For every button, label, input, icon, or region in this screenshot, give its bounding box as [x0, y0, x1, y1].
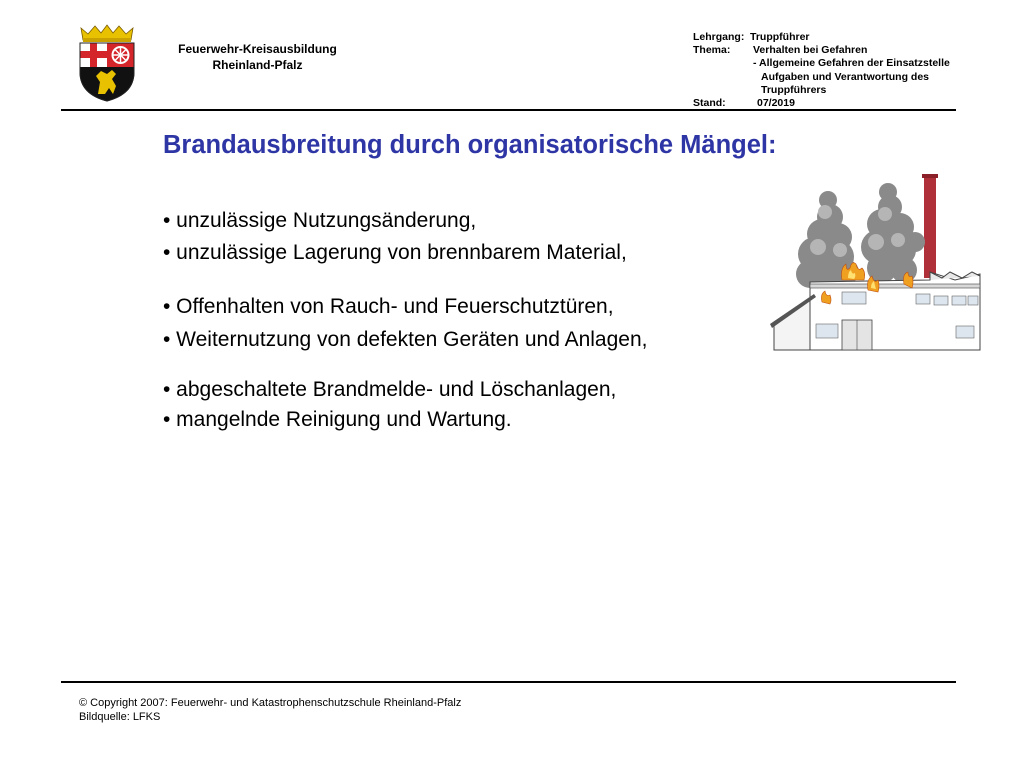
topic-line-3: Aufgaben und Verantwortung des: [761, 71, 930, 83]
topic-label: Thema:: [693, 44, 731, 56]
coat-of-arms-icon: [76, 24, 138, 102]
organization-region: Rheinland-Pfalz: [212, 58, 303, 72]
copyright-text: © Copyright 2007: Feuerwehr- und Katastrophenschutzschule Rheinland-Pfalz: [79, 697, 462, 709]
topic-line-1: Verhalten bei Gefahren: [753, 44, 868, 56]
course-label: Lehrgang:: [693, 31, 745, 43]
bullet-item: • unzulässige Lagerung von brennbarem Material,: [163, 241, 627, 264]
course-value: Truppführer: [750, 31, 810, 43]
image-source-text: Bildquelle: LFKS: [79, 711, 161, 723]
date-label: Stand:: [693, 97, 726, 109]
bullet-item: • mangelnde Reinigung und Wartung.: [163, 408, 512, 431]
bullet-item: • unzulässige Nutzungsänderung,: [163, 209, 477, 232]
header-divider: [61, 109, 956, 111]
bullet-item: • abgeschaltete Brandmelde- und Löschanlagen,: [163, 378, 617, 401]
slide-title: Brandausbreitung durch organisatorische Mängel:: [163, 131, 777, 159]
footer-divider: [61, 681, 956, 683]
bullet-item: • Weiternutzung von defekten Geräten und Anlagen,: [163, 328, 648, 351]
topic-line-2: - Allgemeine Gefahren der Einsatzstelle: [753, 57, 950, 69]
bullet-item: • Offenhalten von Rauch- und Feuerschutztüren,: [163, 295, 614, 318]
burning-factory-icon: [770, 172, 982, 354]
date-value: 07/2019: [757, 97, 795, 109]
organization-name: Feuerwehr-Kreisausbildung: [178, 42, 337, 56]
topic-line-4: Truppführers: [761, 84, 827, 96]
